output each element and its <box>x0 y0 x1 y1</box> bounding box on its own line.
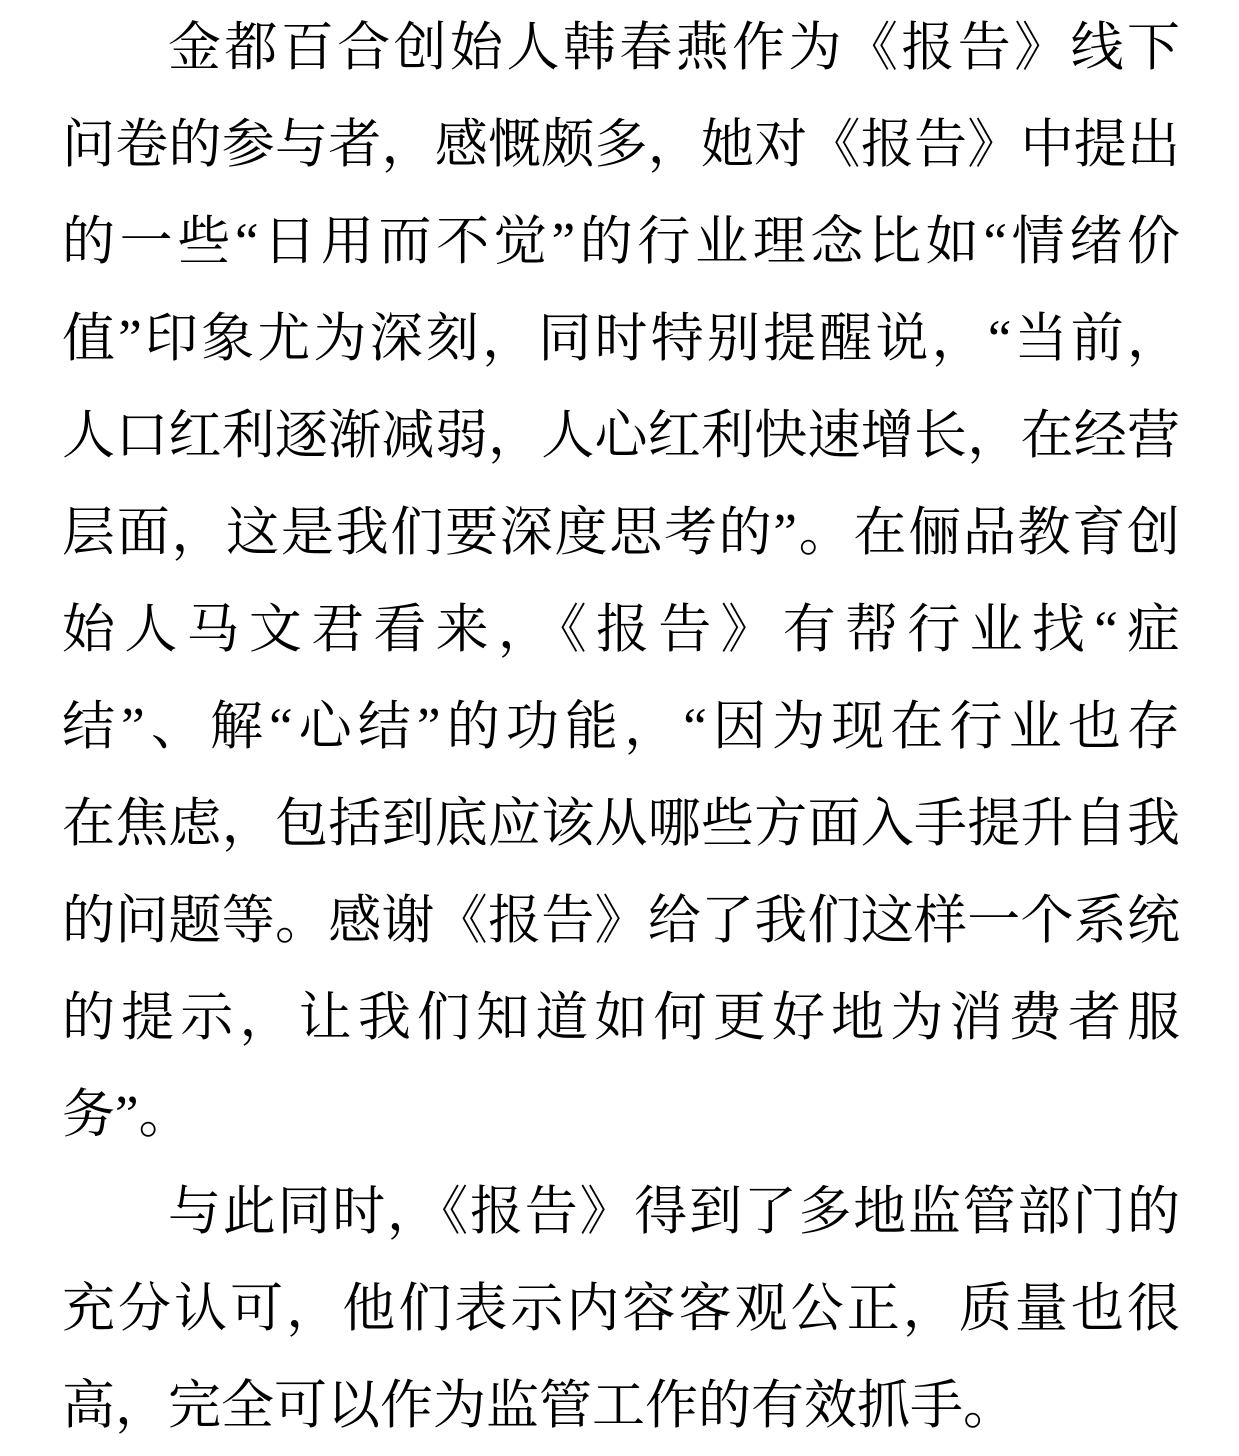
text-line: 人口红利逐渐减弱，人心红利快速增长，在经营 <box>62 407 1180 465</box>
text-line: 值”印象尤为深刻，同时特别提醒说，“当前， <box>62 310 1180 368</box>
paragraph-2 <box>62 1164 1180 1455</box>
text-line: 结”、解“心结”的功能，“因为现在行业也存 <box>62 698 1180 756</box>
text-line: 与此同时，《报告》得到了多地监管部门的 <box>168 1183 1180 1241</box>
paragraph-1 <box>62 0 1180 1164</box>
text-line: 务”。 <box>62 1086 192 1144</box>
text-line: 在焦虑，包括到底应该从哪些方面入手提升自我 <box>62 795 1180 853</box>
text-line: 始人马文君看来，《报告》有帮行业找“症 <box>62 601 1180 659</box>
text-line: 的一些“日用而不觉”的行业理念比如“情绪价 <box>62 213 1180 271</box>
text-line: 高，完全可以作为监管工作的有效抓手。 <box>62 1377 1016 1435</box>
text-line: 充分认可，他们表示内容客观公正，质量也很 <box>62 1280 1180 1338</box>
text-line: 的提示，让我们知道如何更好地为消费者服 <box>62 989 1180 1047</box>
text-line: 金都百合创始人韩春燕作为《报告》线下 <box>168 19 1180 77</box>
text-line: 问卷的参与者，感慨颇多，她对《报告》中提出 <box>62 116 1180 174</box>
text-line: 层面，这是我们要深度思考的”。在俪品教育创 <box>62 504 1180 562</box>
text-line: 的问题等。感谢《报告》给了我们这样一个系统 <box>62 892 1180 950</box>
